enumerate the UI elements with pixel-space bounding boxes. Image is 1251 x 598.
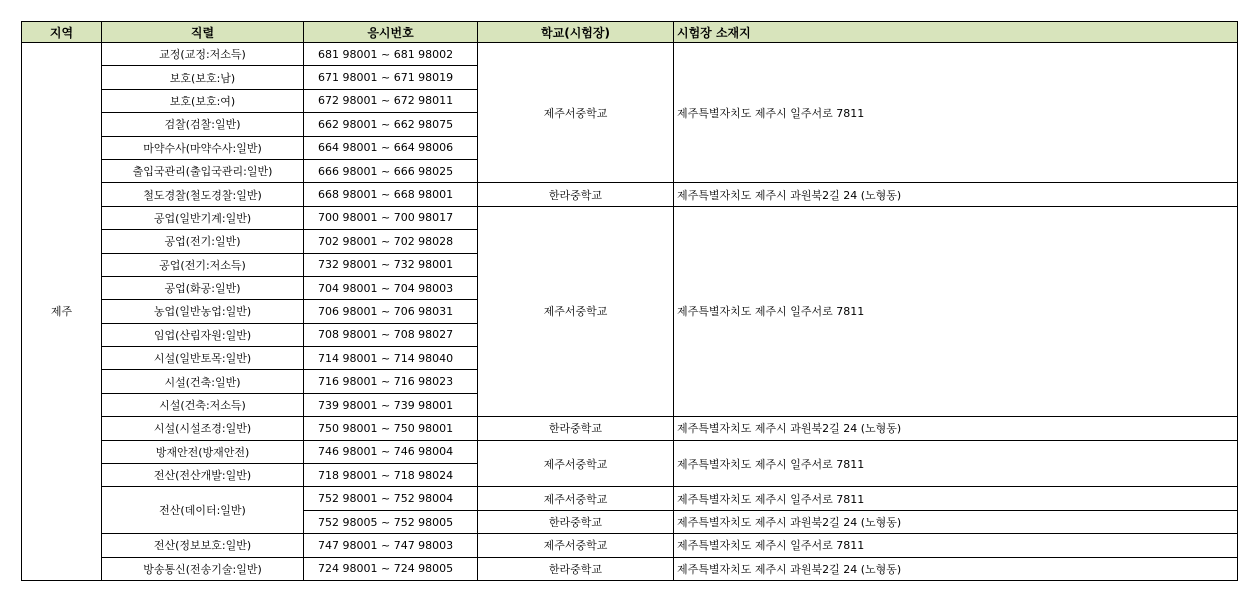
- series-cell: 철도경찰(철도경찰:일반): [102, 183, 304, 206]
- exam-number-cell: 752 98001 ~ 752 98004: [304, 487, 478, 510]
- header-school: 학교(시험장): [478, 22, 674, 43]
- series-cell: 방재안전(방재안전): [102, 440, 304, 463]
- table-row: [22, 183, 1238, 206]
- exam-number-cell: 681 98001 ~ 681 98002: [304, 43, 478, 66]
- exam-number-cell: 752 98005 ~ 752 98005: [304, 510, 478, 533]
- series-cell: 공업(전기:저소득): [102, 253, 304, 276]
- series-cell: 교정(교정:저소득): [102, 43, 304, 66]
- school-cell: 제주서중학교: [478, 534, 674, 557]
- school-cell: 한라중학교: [478, 510, 674, 533]
- exam-number-cell: 724 98001 ~ 724 98005: [304, 557, 478, 580]
- exam-number-cell: 671 98001 ~ 671 98019: [304, 66, 478, 89]
- address-cell: 제주특별자치도 제주시 과원북2길 24 (노형동): [674, 183, 1238, 206]
- exam-number-cell: 700 98001 ~ 700 98017: [304, 206, 478, 229]
- series-cell: 시설(건축:저소득): [102, 393, 304, 416]
- table-row: [22, 487, 1238, 510]
- address-cell: 제주특별자치도 제주시 일주서로 7811: [674, 206, 1238, 417]
- series-cell: 출입국관리(출입국관리:일반): [102, 159, 304, 182]
- table-row: [22, 534, 1238, 557]
- series-cell: 보호(보호:남): [102, 66, 304, 89]
- address-cell: 제주특별자치도 제주시 과원북2길 24 (노형동): [674, 557, 1238, 580]
- series-cell: 전산(정보보호:일반): [102, 534, 304, 557]
- exam-number-cell: 706 98001 ~ 706 98031: [304, 300, 478, 323]
- school-cell: 한라중학교: [478, 557, 674, 580]
- series-cell: 공업(전기:일반): [102, 230, 304, 253]
- table-row: [22, 417, 1238, 440]
- header-address: 시험장 소재지: [674, 22, 1238, 43]
- exam-number-cell: 668 98001 ~ 668 98001: [304, 183, 478, 206]
- exam-number-cell: 739 98001 ~ 739 98001: [304, 393, 478, 416]
- table-row: [22, 557, 1238, 580]
- exam-number-cell: 750 98001 ~ 750 98001: [304, 417, 478, 440]
- table-row: [22, 43, 1238, 66]
- school-cell: 제주서중학교: [478, 206, 674, 417]
- school-cell: 제주서중학교: [478, 43, 674, 183]
- address-cell: 제주특별자치도 제주시 일주서로 7811: [674, 534, 1238, 557]
- exam-number-cell: 718 98001 ~ 718 98024: [304, 464, 478, 487]
- address-cell: 제주특별자치도 제주시 일주서로 7811: [674, 43, 1238, 183]
- series-cell: 검찰(검찰:일반): [102, 113, 304, 136]
- exam-number-cell: 746 98001 ~ 746 98004: [304, 440, 478, 463]
- series-cell: 보호(보호:여): [102, 89, 304, 112]
- exam-number-cell: 747 98001 ~ 747 98003: [304, 534, 478, 557]
- series-cell: 시설(시설조경:일반): [102, 417, 304, 440]
- exam-venue-table: [21, 21, 1238, 581]
- series-cell: 전산(데이터:일반): [102, 487, 304, 534]
- series-cell: 임업(산림자원:일반): [102, 323, 304, 346]
- school-cell: 제주서중학교: [478, 487, 674, 510]
- series-cell: 방송통신(전송기술:일반): [102, 557, 304, 580]
- header-series: 직렬: [102, 22, 304, 43]
- exam-number-cell: 716 98001 ~ 716 98023: [304, 370, 478, 393]
- exam-number-cell: 672 98001 ~ 672 98011: [304, 89, 478, 112]
- exam-number-cell: 708 98001 ~ 708 98027: [304, 323, 478, 346]
- exam-number-cell: 704 98001 ~ 704 98003: [304, 276, 478, 299]
- header-row: [22, 22, 1238, 43]
- address-cell: 제주특별자치도 제주시 과원북2길 24 (노형동): [674, 417, 1238, 440]
- series-cell: 마약수사(마약수사:일반): [102, 136, 304, 159]
- region-cell: 제주: [22, 43, 102, 581]
- school-cell: 제주서중학교: [478, 440, 674, 487]
- exam-number-cell: 732 98001 ~ 732 98001: [304, 253, 478, 276]
- exam-number-cell: 702 98001 ~ 702 98028: [304, 230, 478, 253]
- exam-venue-sheet: [21, 21, 1238, 581]
- school-cell: 한라중학교: [478, 183, 674, 206]
- series-cell: 시설(건축:일반): [102, 370, 304, 393]
- series-cell: 공업(화공:일반): [102, 276, 304, 299]
- header-region: 지역: [22, 22, 102, 43]
- series-cell: 전산(전산개발:일반): [102, 464, 304, 487]
- address-cell: 제주특별자치도 제주시 일주서로 7811: [674, 487, 1238, 510]
- exam-number-cell: 714 98001 ~ 714 98040: [304, 347, 478, 370]
- table-row: [22, 440, 1238, 463]
- exam-number-cell: 662 98001 ~ 662 98075: [304, 113, 478, 136]
- header-exam-number: 응시번호: [304, 22, 478, 43]
- address-cell: 제주특별자치도 제주시 과원북2길 24 (노형동): [674, 510, 1238, 533]
- address-cell: 제주특별자치도 제주시 일주서로 7811: [674, 440, 1238, 487]
- school-cell: 한라중학교: [478, 417, 674, 440]
- series-cell: 시설(일반토목:일반): [102, 347, 304, 370]
- exam-number-cell: 664 98001 ~ 664 98006: [304, 136, 478, 159]
- table-row: [22, 206, 1238, 229]
- series-cell: 농업(일반농업:일반): [102, 300, 304, 323]
- series-cell: 공업(일반기계:일반): [102, 206, 304, 229]
- exam-number-cell: 666 98001 ~ 666 98025: [304, 159, 478, 182]
